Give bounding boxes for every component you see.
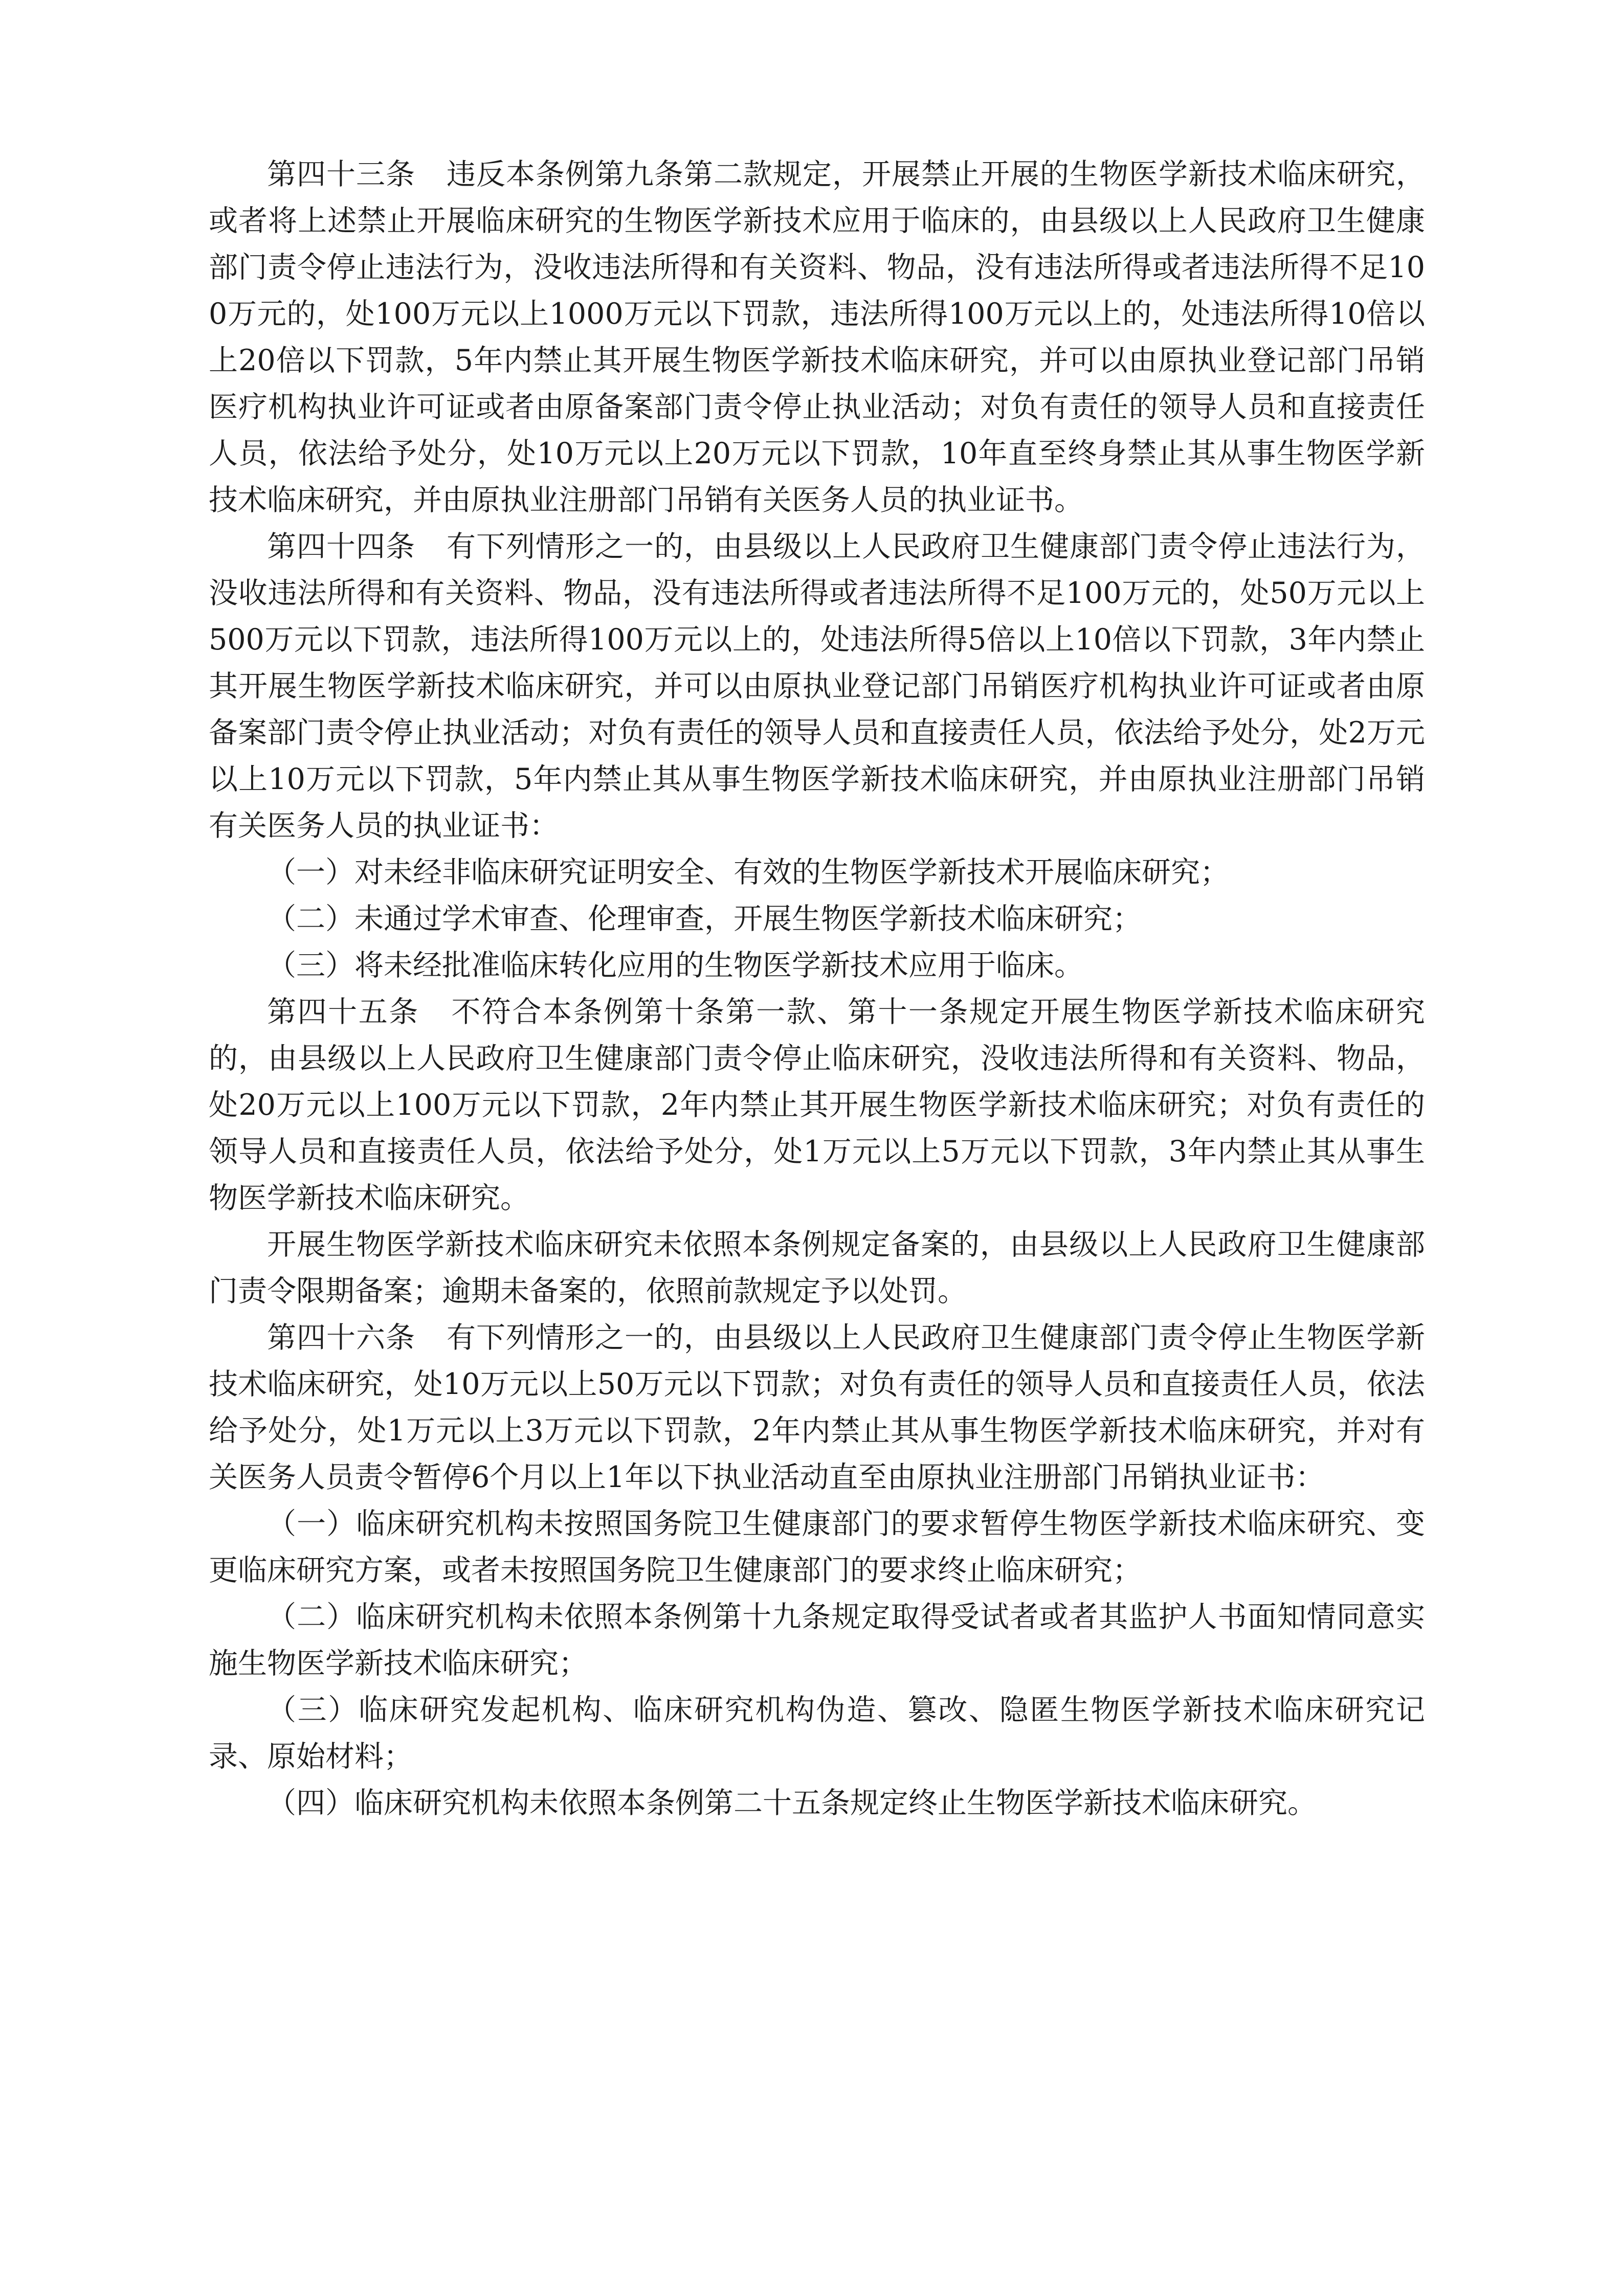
list-item-text: （二）未通过学术审查、伦理审查，开展生物医学新技术临床研究； [267,902,1142,936]
list-item-text: （三）临床研究发起机构、临床研究机构伪造、篡改、隐匿生物医学新技术临床研究记录、原始材料； [209,1693,1425,1773]
body-paragraph [209,1222,1425,1315]
article-text: 不符合本条例第十条第一款、第十一条规定开展生物医学新技术临床研究的，由县级以上人民政府卫生健康部门责令停止临床研究，没收违法所得和有关资料、物品，处20万元以上100万元以下罚款，2年内禁止其开展生物医学新技术临床研究；对负有责任的领导人员和直接责任人员，依法给予处分，处1万元以上5万元以下罚款，3年内禁止其从事生物医学新技术临床研究。 [209,995,1426,1215]
list-item [209,896,1425,942]
body-paragraph-text: 开展生物医学新技术临床研究未依照本条例规定备案的，由县级以上人民政府卫生健康部门责令限期备案；逾期未备案的，依照前款规定予以处罚。 [209,1228,1425,1308]
list-item-text: （二）临床研究机构未依照本条例第十九条规定取得受试者或者其监护人书面知情同意实施生物医学新技术临床研究； [209,1600,1425,1680]
list-item-text: （四）临床研究机构未依照本条例第二十五条规定终止生物医学新技术临床研究。 [267,1786,1317,1820]
article-paragraph [209,989,1425,1222]
list-item [209,1501,1425,1594]
article-paragraph [209,1315,1425,1501]
list-item-text: （一）对未经非临床研究证明安全、有效的生物医学新技术开展临床研究； [267,856,1229,889]
article-text: 有下列情形之一的，由县级以上人民政府卫生健康部门责令停止生物医学新技术临床研究，处10万元以上50万元以下罚款；对负有责任的领导人员和直接责任人员，依法给予处分，处1万元以上3万元以下罚款，2年内禁止其从事生物医学新技术临床研究，并对有关医务人员责令暂停6个月以上1年以下执业活动直至由原执业注册部门吊销执业证书： [209,1321,1425,1494]
document-text-block [209,151,1425,1827]
article-text: 违反本条例第九条第二款规定，开展禁止开展的生物医学新技术临床研究，或者将上述禁止开展临床研究的生物医学新技术应用于临床的，由县级以上人民政府卫生健康部门责令停止违法行为，没收违法所得和有关资料、物品，没有违法所得或者违法所得不足100万元的，处100万元以上1000万元以下罚款，违法所得100万元以上的，处违法所得10倍以上20倍以下罚款，5年内禁止其开展生物医学新技术临床研究，并可以由原执业登记部门吊销医疗机构执业许可证或者由原备案部门责令停止执业活动；对负有责任的领导人员和直接责任人员，依法给予处分，处10万元以上20万元以下罚款，10年直至终身禁止其从事生物医学新技术临床研究，并由原执业注册部门吊销有关医务人员的执业证书。 [209,157,1425,517]
list-item [209,1780,1425,1827]
list-item [209,1687,1425,1780]
list-item-text: （三）将未经批准临床转化应用的生物医学新技术应用于临床。 [267,949,1083,982]
article-paragraph [209,151,1425,524]
article-text: 有下列情形之一的，由县级以上人民政府卫生健康部门责令停止违法行为，没收违法所得和有关资料、物品，没有违法所得或者违法所得不足100万元的，处50万元以上500万元以下罚款，违法所得100万元以上的，处违法所得5倍以上10倍以下罚款，3年内禁止其开展生物医学新技术临床研究，并可以由原执业登记部门吊销医疗机构执业许可证或者由原备案部门责令停止执业活动；对负有责任的领导人员和直接责任人员，依法给予处分，处2万元以上10万元以下罚款，5年内禁止其从事生物医学新技术临床研究，并由原执业注册部门吊销有关医务人员的执业证书： [209,530,1425,843]
list-item [209,1594,1425,1687]
article-label: 第四十四条 [267,530,415,564]
article-label: 第四十三条 [267,157,415,191]
article-label: 第四十五条 [267,995,419,1029]
list-item [209,942,1425,989]
list-item-text: （一）临床研究机构未按照国务院卫生健康部门的要求暂停生物医学新技术临床研究、变更临床研究方案，或者未按照国务院卫生健康部门的要求终止临床研究； [209,1507,1425,1587]
list-item [209,849,1425,896]
article-paragraph [209,524,1425,849]
article-label: 第四十六条 [267,1321,415,1355]
